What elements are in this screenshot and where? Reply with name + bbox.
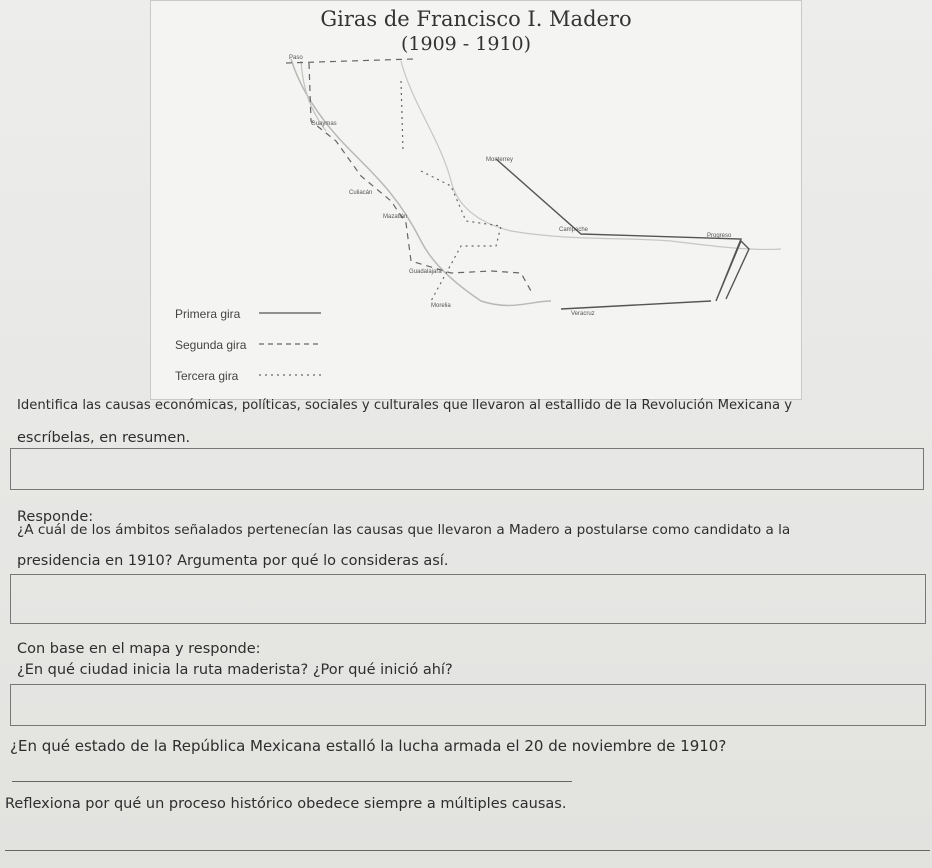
question-2: ¿En qué ciudad inicia la ruta maderista? ¿Por qué inició ahí? — [17, 662, 453, 678]
question-3: ¿En qué estado de la República Mexicana estalló la lucha armada el 20 de noviembre de 1910? — [10, 737, 727, 755]
place-label: Morelia — [431, 303, 451, 309]
answer-box-question-1[interactable] — [10, 574, 926, 624]
answer-line-reflexiona[interactable] — [5, 850, 930, 851]
instructions-line-1: Identifica las causas económicas, políticas, sociales y culturales que llevaron al estallido de la Revolución Mexicana y — [17, 398, 793, 413]
route-second-tour — [286, 59, 531, 291]
answer-box-question-2[interactable] — [10, 684, 926, 726]
map-subtitle: (1909 - 1910) — [401, 33, 532, 55]
question-1-line-2: presidencia en 1910? Argumenta por qué lo consideras así. — [17, 553, 449, 569]
place-label: Monterrey — [486, 157, 514, 163]
legend-first-tour: Primera gira — [175, 307, 241, 321]
place-label: Mazatlán — [383, 214, 408, 220]
legend-second-tour: Segunda gira — [175, 338, 247, 352]
reflexiona-prompt: Reflexiona por qué un proceso histórico obedece siempre a múltiples causas. — [5, 796, 567, 812]
place-label: Guadalajara — [409, 269, 442, 275]
heading-map-questions: Con base en el mapa y responde: — [17, 641, 261, 657]
route-map-drawing — [151, 1, 801, 399]
map-figure — [150, 0, 802, 400]
place-label: Culiacán — [349, 190, 373, 196]
route-third-tour — [401, 81, 501, 301]
place-label: Guaymas — [311, 121, 337, 127]
answer-line-question-3[interactable] — [12, 781, 572, 782]
map-title: Giras de Francisco I. Madero — [320, 7, 632, 31]
route-first-tour — [496, 159, 749, 301]
place-label: Campeche — [559, 227, 589, 233]
gulf-coastline — [401, 61, 781, 249]
instructions-line-2: escríbelas, en resumen. — [17, 430, 191, 446]
place-label: Veracruz — [571, 311, 595, 317]
answer-box-causes[interactable] — [10, 448, 924, 490]
place-label: Progreso — [707, 233, 732, 239]
legend-third-tour: Tercera gira — [175, 369, 239, 383]
question-1-line-1: ¿A cuál de los ámbitos señalados pertenecían las causas que llevaron a Madero a postularse como candidato a la — [17, 522, 791, 538]
heading-responde: Responde: — [17, 509, 94, 525]
place-label: Paso — [289, 55, 303, 61]
route-first-tour-south — [561, 301, 711, 309]
